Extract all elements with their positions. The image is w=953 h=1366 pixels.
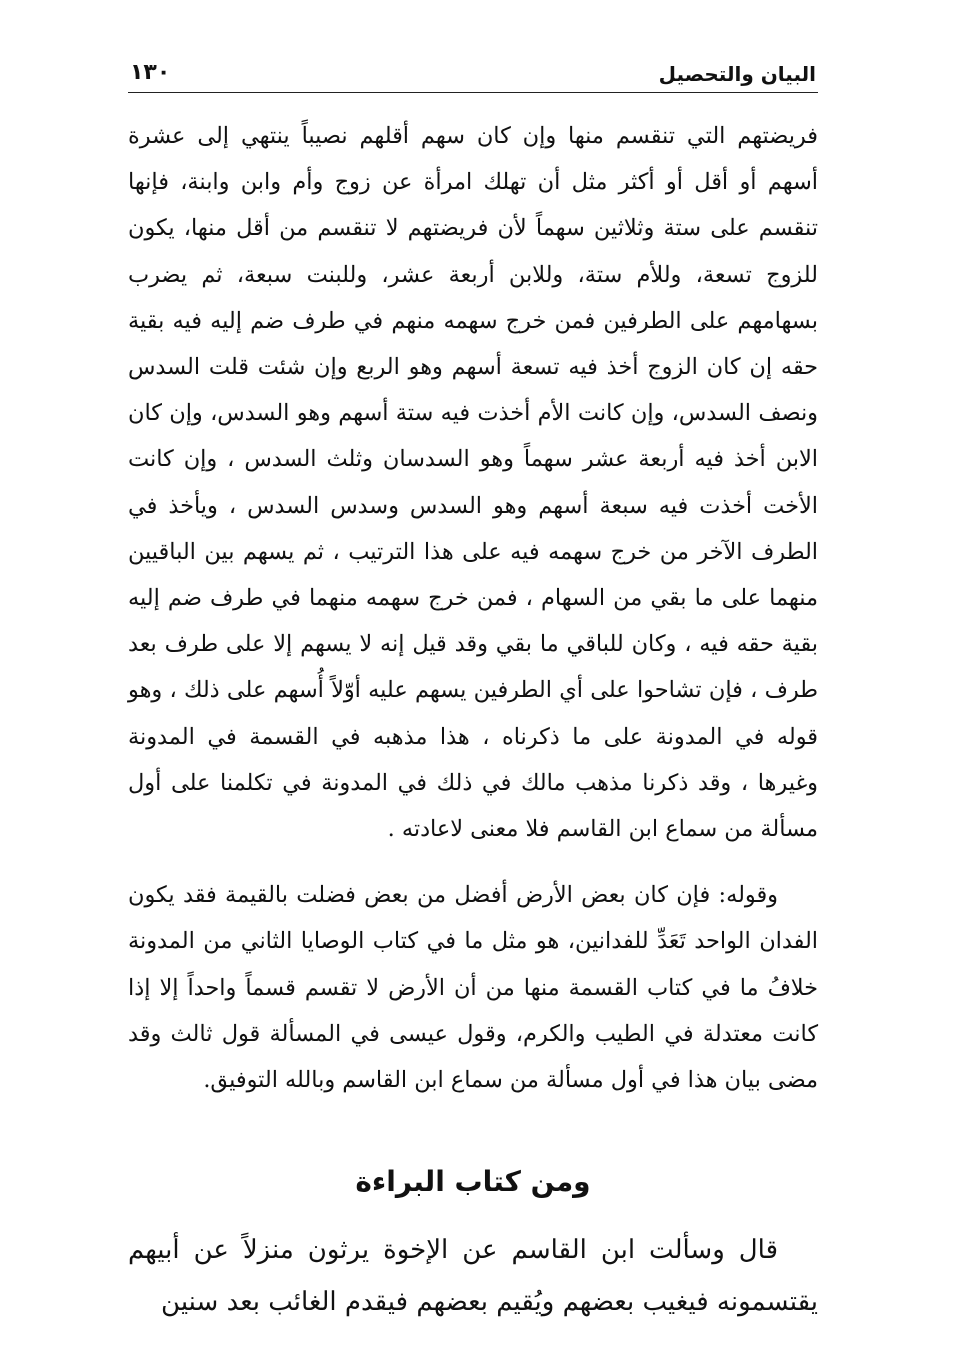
section-opening-paragraph: قال وسألت ابن القاسم عن الإخوة يرثون منزلاً عن أبيهم يقتسمونه فيغيب بعضهم ويُقيم بعضهم فيقدم الغائب بعد سنين <box>128 1235 818 1318</box>
paragraph-land-valuation: وقوله: فإن كان بعض الأرض أفضل من بعض فضلت بالقيمة فقد يكون الفدان الواحد تَعَدِّ للفدانين، هو مثل ما في كتاب الوصايا الثاني من المدونة خلافُ ما في كتاب القسمة منها من أن الأرض لا تقسم قسماً واحداً إلا إذا كانت معتدلة في الطيب والكرم، وقول عيسى في المسألة قول ثالث وقد مضى بيان هذا في أول مسألة من سماع ابن القاسم وبالله التوفيق. <box>128 882 818 1094</box>
running-header <box>128 58 818 93</box>
body-text <box>128 113 818 1103</box>
section-heading: ومن كتاب البراءة <box>355 1165 591 1199</box>
book-page <box>128 58 818 1318</box>
page-number: ١٣٠ <box>130 60 171 85</box>
book-title: البيان والتحصيل <box>658 62 816 86</box>
paragraph-inheritance-division: فريضتهم التي تنقسم منها وإن كان سهم أقلهم نصيباً ينتهي إلى عشرة أسهم أو أقل أو أكثر مثل أن تهلك امرأة عن زوج وأم وابن وابنة، فإنها تنقسم على ستة وثلاثين سهماً لأن فريضتهم لا تنقسم من أقل منها، يكون للزوج تسعة، وللأم ستة، وللابن أربعة عشر، وللبنت سبعة، ثم يضرب بسهامهم على الطرفين فمن خرج سهمه منهم في طرف ضم إليه فيه بقية حقه إن كان الزوج أخذ فيه تسعة أسهم وهو الربع وإن شئت قلت السدس ونصف السدس، وإن كانت الأم أخذت فيه ستة أسهم وهو السدس، وإن كان الابن أخذ فيه أربعة عشر سهماً وهو السدسان وثلث السدس ، وإن كانت الأخت أخذت فيه سبعة أسهم وهو السدس وسدس السدس ، ويأخذ في الطرف الآخر من خرج سهمه فيه على هذا الترتيب ، ثم يسهم بين الباقيين منهما على ما بقي من السهام ، فمن خرج سهمه منهما في طرف ضم إليه بقية حقه فيه ، وكان للباقي ما بقي وقد قيل إنه لا يسهم إلا على طرف بعد طرف ، فإن تشاحوا على أي الطرفين يسهم عليه أوّلاً أُسهم على ذلك ، وهو قوله في المدونة على ما ذكرناه ، هذا مذهبه في القسمة في المدونة وغيرها ، وقد ذكرنا مذهب مالك في ذلك في المدونة في تكلمنا على أول مسألة من سماع ابن القاسم فلا معنى لاعادته . <box>128 123 818 843</box>
